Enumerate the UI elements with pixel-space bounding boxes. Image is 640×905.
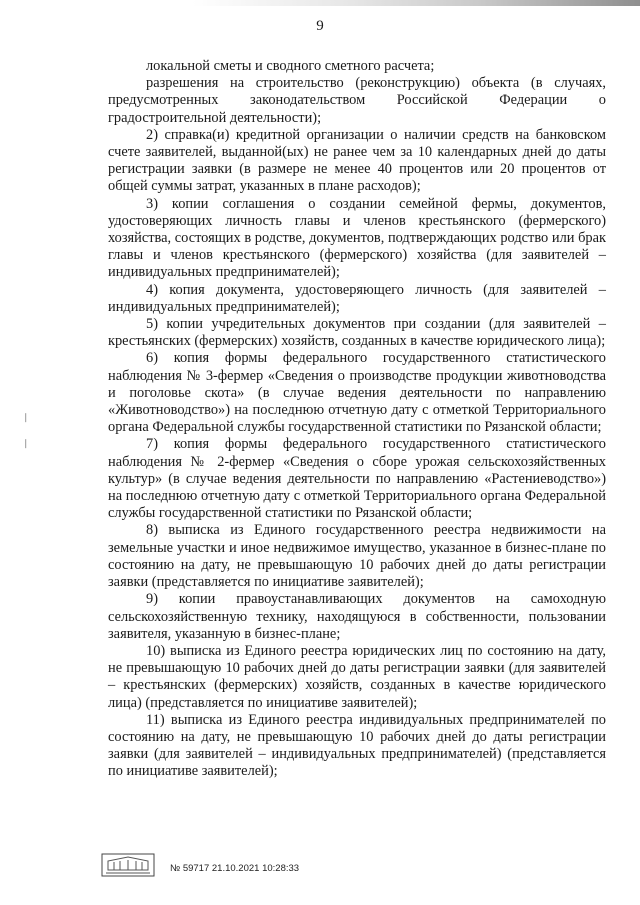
paragraph: 8) выписка из Единого государственного реестра недвижимости на земельные участки и иное недвижимое имущество, указанное в бизнес-плане по состоянию на дату, не превышающую 10 рабочих дней до даты регистрации заявки (представляется по инициативе заявителей); xyxy=(108,522,606,591)
paragraph: 7) копия формы федерального государственного статистического наблюдения № 2-фермер «Сведения о сборе урожая сельскохозяйственных культур» (в случае ведения деятельности по направлению «Растениеводство») на последнюю отчетную дату с отметкой Территориального органа Федеральной службы государственной статистики по Рязанской области; xyxy=(108,436,606,522)
scan-edge xyxy=(0,0,640,6)
paragraph: 4) копия документа, удостоверяющего личность (для заявителей – индивидуальных предпринимателей); xyxy=(108,281,606,315)
paragraph: 6) копия формы федерального государственного статистического наблюдения № 3-фермер «Сведения о производстве продукции животноводства и поголовье скота» (в случае ведения деятельности по направлению «Животноводство») на последнюю отчетную дату с отметкой Территориального органа Федеральной службы государственной статистики по Рязанской области; xyxy=(108,350,606,436)
paragraph: 9) копии правоустанавливающих документов на самоходную сельскохозяйственную технику, находящуюся в собственности, пользовании заявителя, указанную в бизнес-плане; xyxy=(108,591,606,642)
page-number: 9 xyxy=(316,18,324,34)
paragraph: 2) справка(и) кредитной организации о наличии средств на банковском счете заявителей, выданной(ых) не ранее чем за 10 календарных дней до даты регистрации заявки (в размере не менее 40 процентов или 20 процентов от общей суммы затрат, указанных в плане расходов); xyxy=(108,126,606,195)
paragraph: 10) выписка из Единого реестра юридических лиц по состоянию на дату, не превышающую 10 рабочих дней до даты регистрации заявки (для заявителей – крестьянских (фермерских) хозяйств, созданных в качестве юридического лица) (представляется по инициативе заявителей); xyxy=(108,642,606,711)
document-body xyxy=(108,58,606,781)
scan-mark: ❘ xyxy=(22,412,30,422)
paragraph: 5) копии учредительных документов при создании (для заявителей – крестьянских (фермерских) хозяйств, созданных в качестве юридического лица); xyxy=(108,316,606,350)
footer xyxy=(100,850,620,890)
registry-stamp-icon xyxy=(100,852,156,878)
paragraph: 3) копии соглашения о создании семейной фермы, документов, удостоверяющих личность главы и членов крестьянского (фермерского) хозяйства, состоящих в родстве, документов, подтверждающих родство или брак главы и членов крестьянского (фермерского) хозяйства (для заявителей – индивидуальных предпринимателей); xyxy=(108,195,606,281)
paragraph: локальной сметы и сводного сметного расчета; xyxy=(146,58,435,74)
paragraph: 11) выписка из Единого реестра индивидуальных предпринимателей по состоянию на дату, не превышающую 10 рабочих дней до даты регистрации заявки (для заявителей – индивидуальных предпринимателей) (представляется по инициативе заявителей); xyxy=(108,711,606,780)
paragraph: разрешения на строительство (реконструкцию) объекта (в случаях, предусмотренных законодательством Российской Федерации о градостроительной деятельности); xyxy=(108,75,606,126)
document-registration-code: № 59717 21.10.2021 10:28:33 xyxy=(170,863,300,874)
scan-mark: ❘ xyxy=(22,438,30,448)
